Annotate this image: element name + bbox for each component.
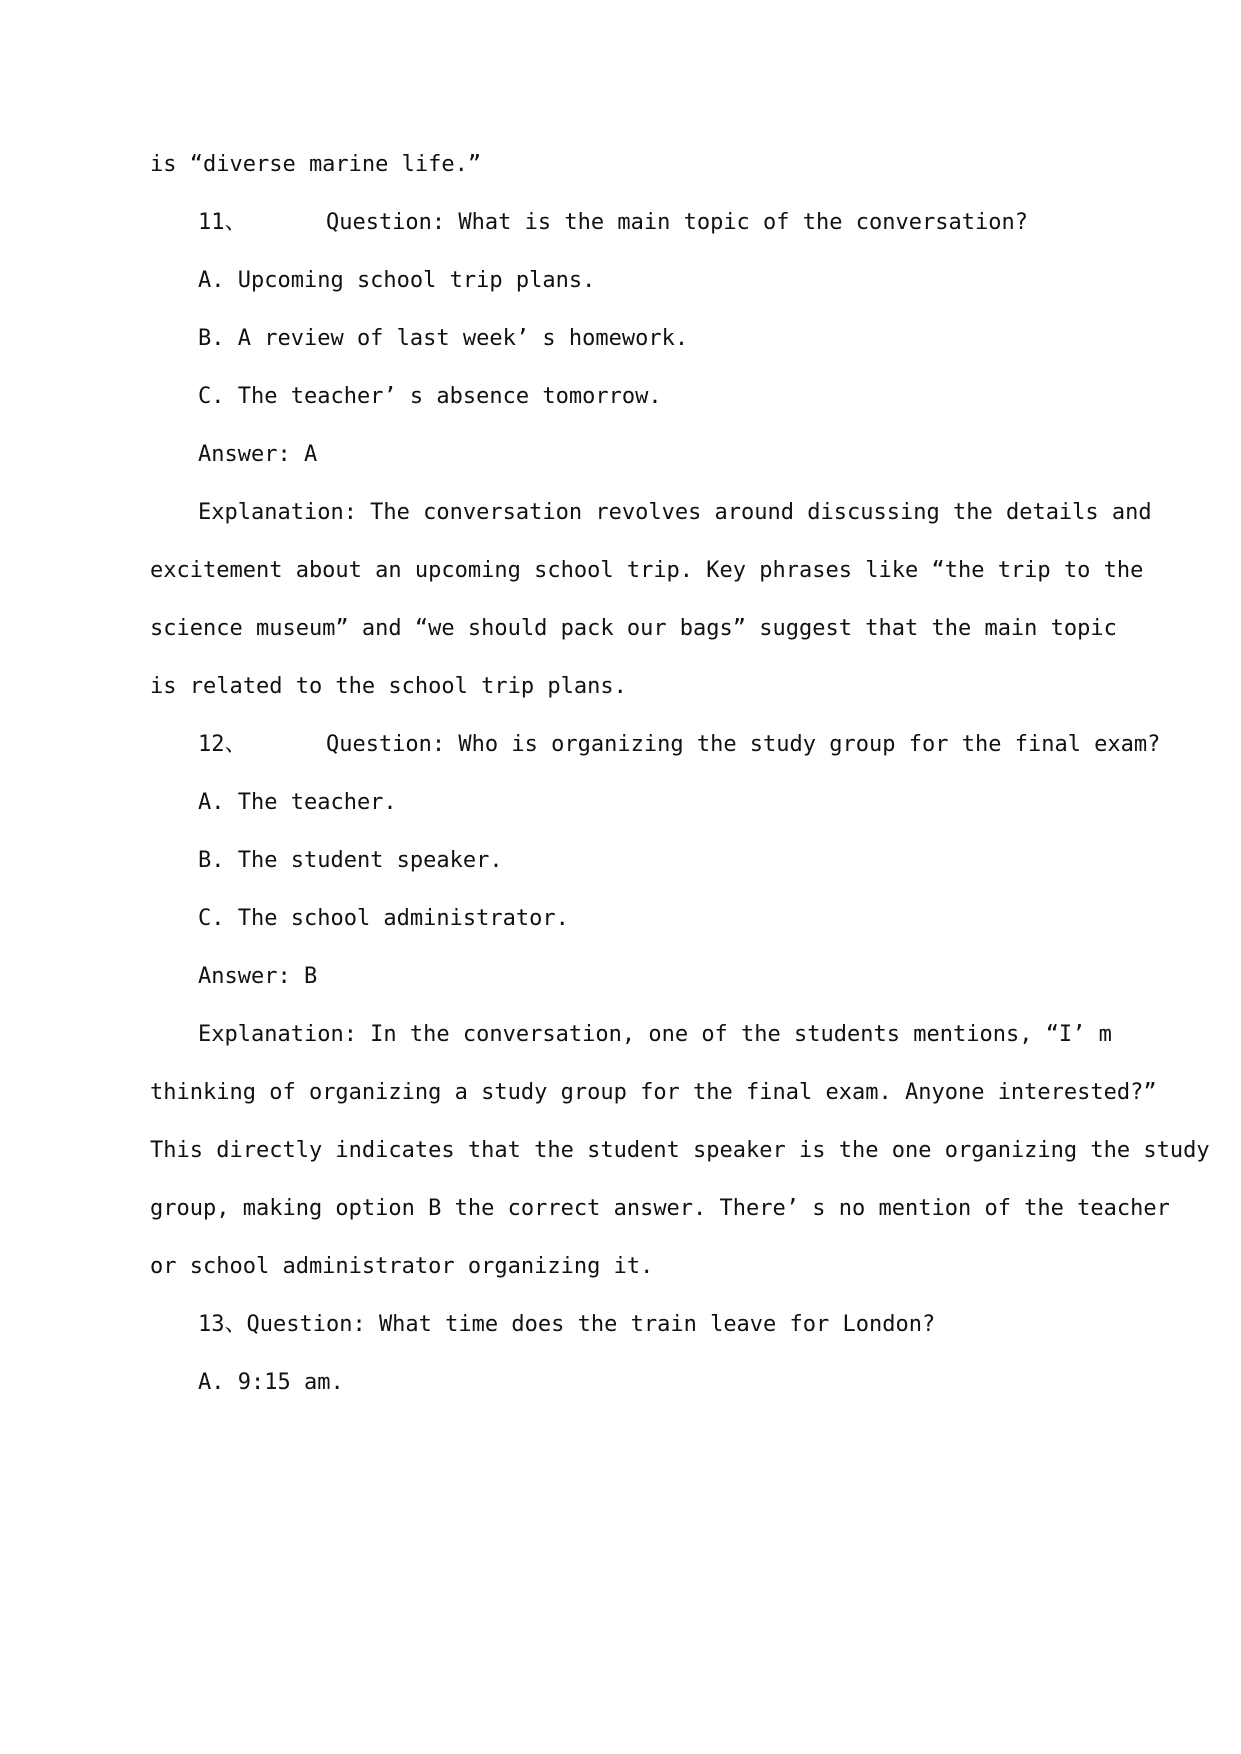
question-12-explanation-line-1: Explanation: In the conversation, one of the students mentions, “I’ m bbox=[198, 1022, 1112, 1047]
question-11-option-a: A. Upcoming school trip plans. bbox=[198, 268, 596, 293]
question-11-answer: Answer: A bbox=[198, 442, 318, 467]
question-11-explanation-line-2: excitement about an upcoming school trip. Key phrases like “the trip to the bbox=[150, 558, 1144, 583]
question-13-line: 13、Question: What time does the train leave for London? bbox=[198, 1312, 936, 1337]
question-13-option-a: A. 9:15 am. bbox=[198, 1370, 344, 1395]
question-12-answer: Answer: B bbox=[198, 964, 318, 989]
question-11-line: 11、 Question: What is the main topic of the conversation? bbox=[198, 210, 1028, 235]
question-11-explanation-line-4: is related to the school trip plans. bbox=[150, 674, 627, 699]
question-11-option-b: B. A review of last week’ s homework. bbox=[198, 326, 689, 351]
question-12-explanation-line-3: This directly indicates that the student speaker is the one organizing the study bbox=[150, 1138, 1210, 1163]
question-12-explanation-line-5: or school administrator organizing it. bbox=[150, 1254, 654, 1279]
question-11-option-c: C. The teacher’ s absence tomorrow. bbox=[198, 384, 662, 409]
question-12-line: 12、 Question: Who is organizing the study group for the final exam? bbox=[198, 732, 1161, 757]
intro-tail-line: is “diverse marine life.” bbox=[150, 152, 482, 177]
question-11-explanation-line-3: science museum” and “we should pack our bags” suggest that the main topic bbox=[150, 616, 1117, 641]
question-11-explanation-line-1: Explanation: The conversation revolves around discussing the details and bbox=[198, 500, 1152, 525]
question-12-option-c: C. The school administrator. bbox=[198, 906, 569, 931]
question-12-explanation-line-2: thinking of organizing a study group for the final exam. Anyone interested?” bbox=[150, 1080, 1157, 1105]
question-12-explanation-line-4: group, making option B the correct answer. There’ s no mention of the teacher bbox=[150, 1196, 1170, 1221]
question-12-option-b: B. The student speaker. bbox=[198, 848, 503, 873]
question-12-option-a: A. The teacher. bbox=[198, 790, 397, 815]
